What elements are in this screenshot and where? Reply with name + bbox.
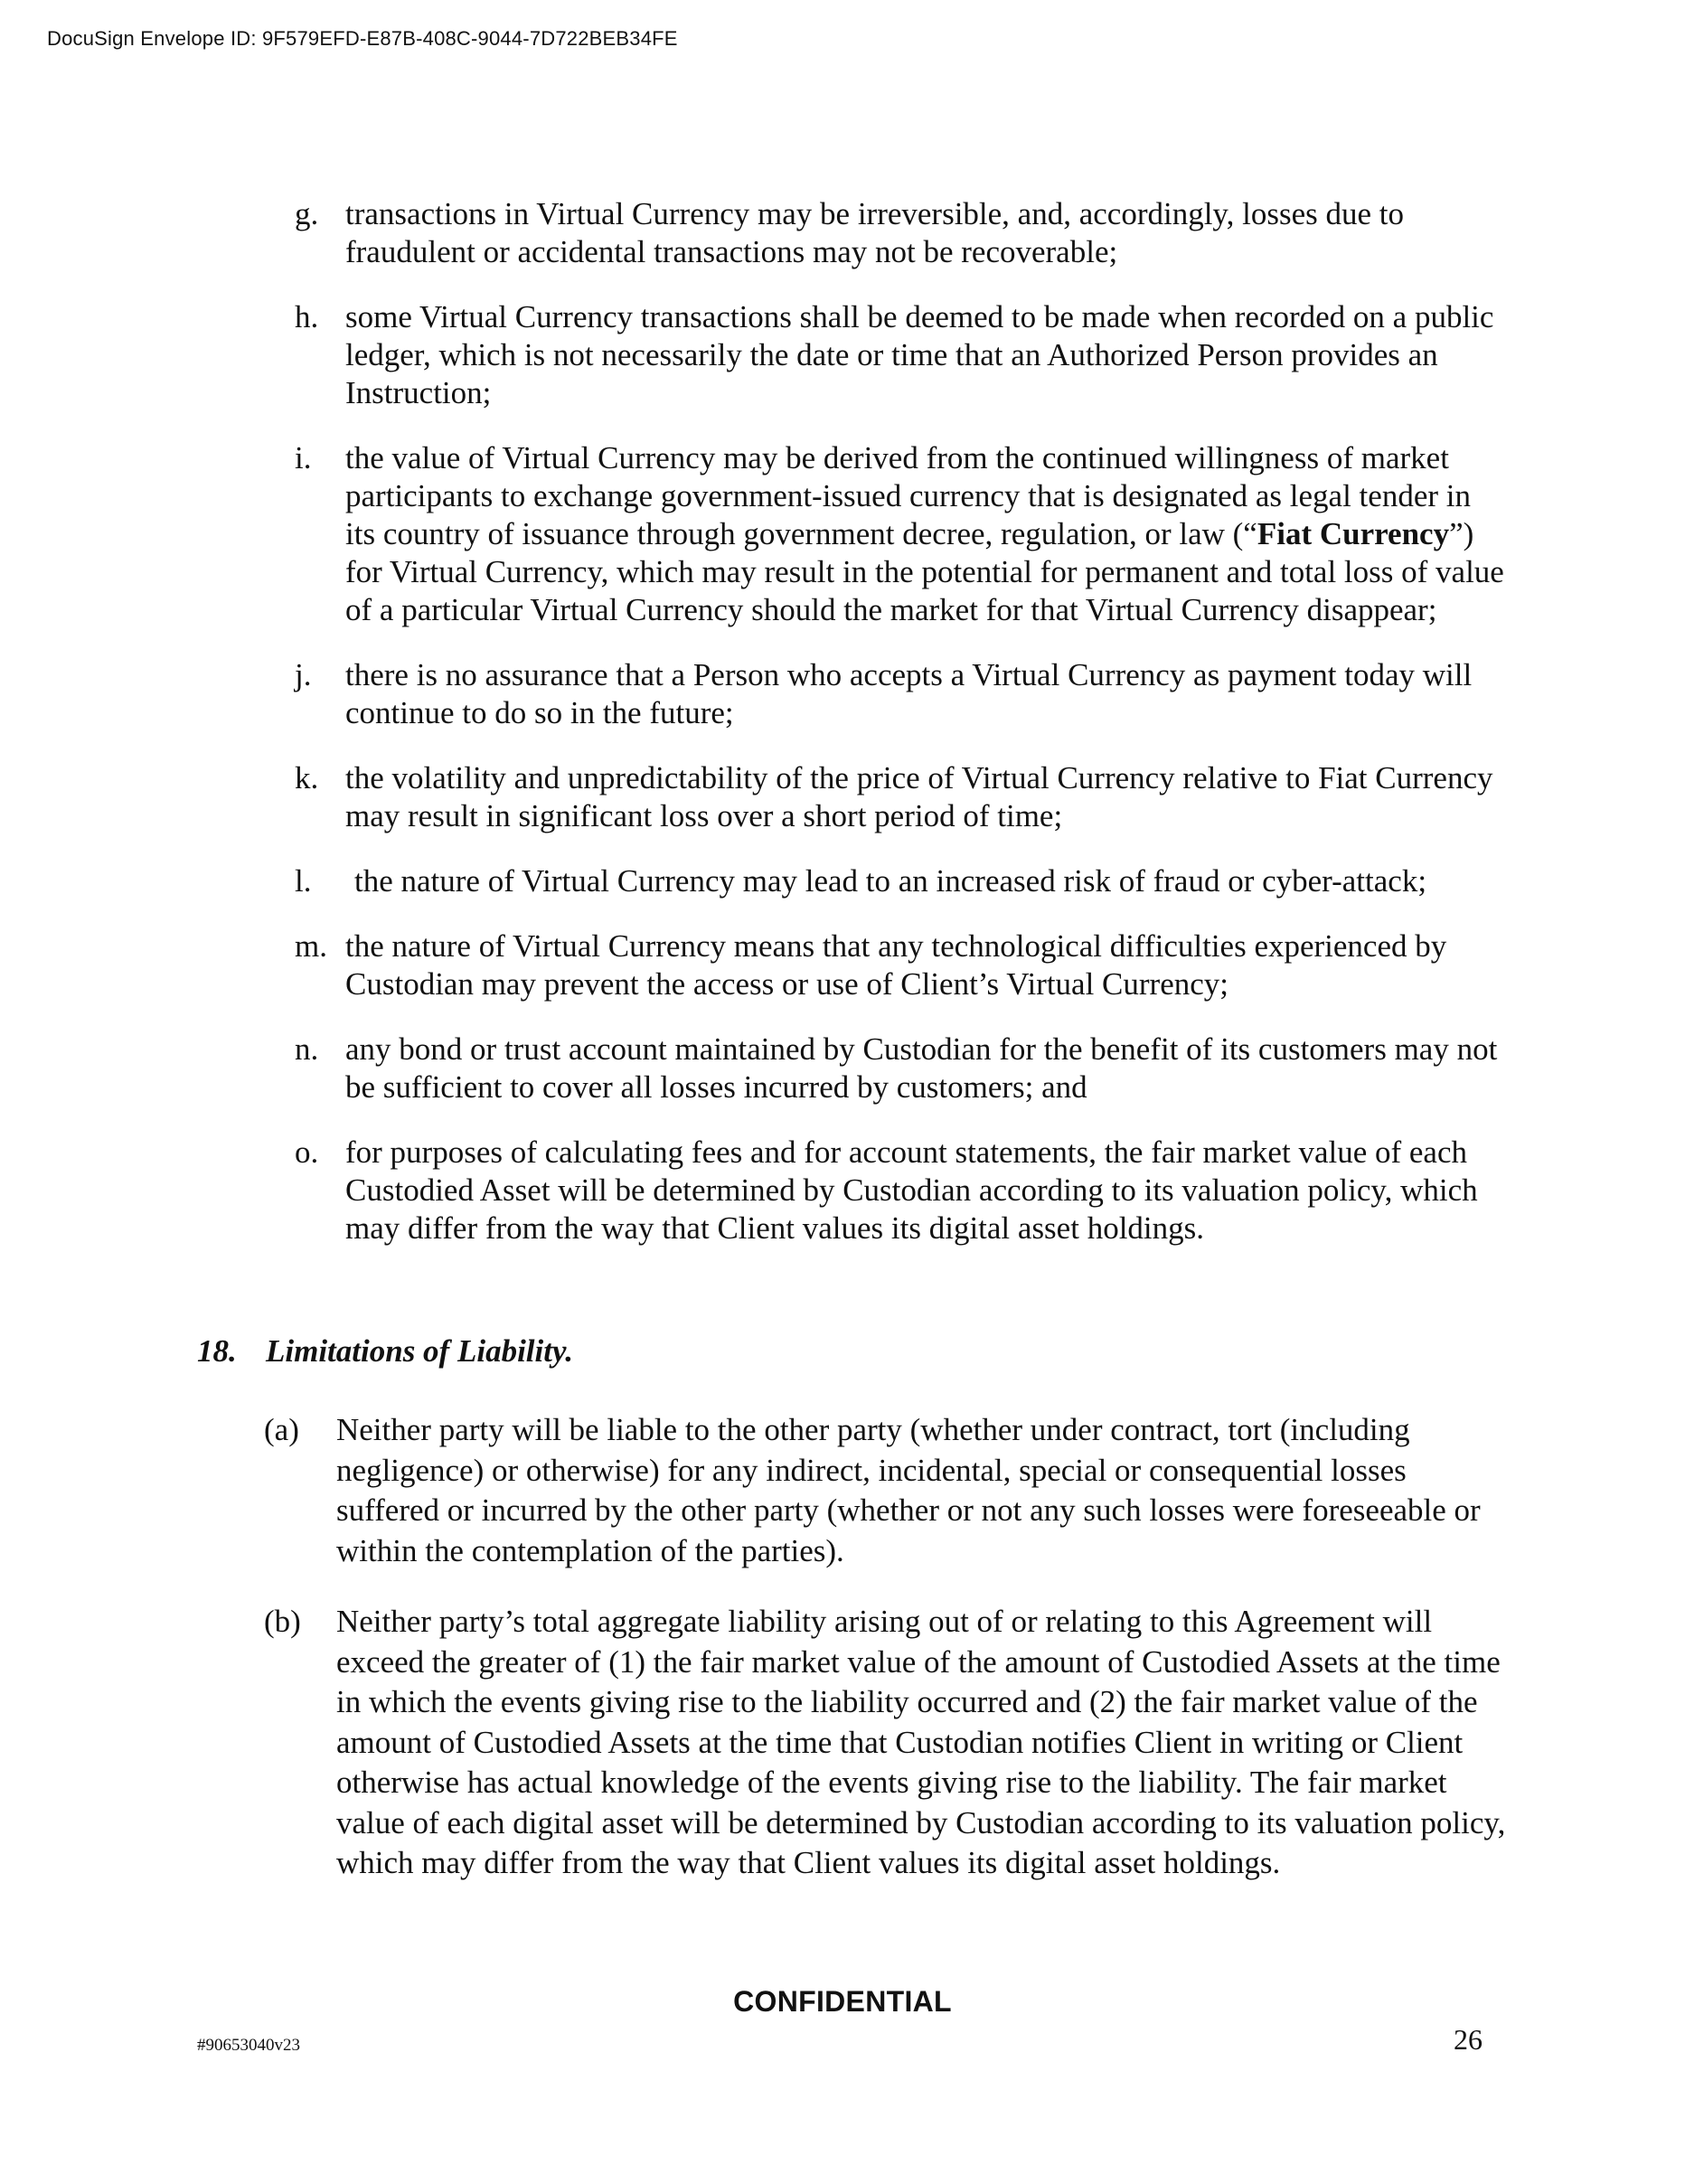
list-item: [295, 298, 1506, 412]
list-marker: j.: [295, 657, 312, 692]
list-item: [295, 656, 1506, 732]
confidential-label: CONFIDENTIAL: [733, 1985, 952, 2018]
list-marker: i.: [295, 440, 312, 475]
list-marker: (b): [264, 1604, 301, 1639]
list-item: [295, 439, 1506, 629]
text-after-term: ”) for Virtual Currency, which may result in the potential for permanent and total loss of value of a particular Virtual Currency should the market for that Virtual Currency disappear;: [345, 516, 1504, 627]
defined-term-fiat-currency: Fiat Currency: [1257, 516, 1450, 551]
list-item: [295, 195, 1506, 271]
page-number: 26: [1454, 2023, 1483, 2056]
section-number: 18.: [197, 1333, 237, 1369]
list-item: [295, 927, 1506, 1003]
list-marker: (a): [264, 1412, 299, 1447]
list-item-text: [345, 439, 1506, 629]
list-item: [295, 1134, 1506, 1247]
list-item: [295, 1031, 1506, 1106]
list-item: [264, 1602, 1516, 1884]
list-item-text: transactions in Virtual Currency may be irreversible, and, accordingly, losses due to fraudulent or accidental transactions may not be recoverable;: [345, 196, 1405, 269]
list-item-text: the volatility and unpredictability of the price of Virtual Currency relative to Fiat Currency may result in significant loss over a short period of time;: [345, 760, 1493, 833]
list-item-text: the nature of Virtual Currency means that any technological difficulties experienced by Custodian may prevent the access or use of Client’s Virtual Currency;: [345, 928, 1447, 1002]
list-marker: n.: [295, 1031, 319, 1067]
list-item: [264, 1410, 1516, 1571]
list-marker: g.: [295, 196, 319, 231]
text-before-term: the value of Virtual Currency may be derived from the continued willingness of market participants to exchange government-issued currency that is designated as legal tender in its country of issuance through government decree, regulation, or law (“: [345, 440, 1471, 551]
list-marker: h.: [295, 299, 319, 334]
section-title: Limitations of Liability.: [266, 1333, 573, 1369]
list-item-text: for purposes of calculating fees and for account statements, the fair market value of each Custodied Asset will be determined by Custodian according to its valuation policy, which may differ from the way that Client values its digital asset holdings.: [345, 1134, 1478, 1246]
risk-disclosure-list: [295, 195, 1506, 1275]
section-heading: [197, 1332, 573, 1370]
list-item-text: there is no assurance that a Person who accepts a Virtual Currency as payment today will continue to do so in the future;: [345, 657, 1473, 730]
list-marker: l.: [295, 863, 312, 899]
list-item-text: some Virtual Currency transactions shall be deemed to be made when recorded on a public ledger, which is not necessarily the date or time that an Authorized Person provides an Instruction;: [345, 299, 1494, 410]
document-number: #90653040v23: [197, 2036, 300, 2055]
list-marker: m.: [295, 928, 327, 964]
list-item: [295, 862, 1506, 900]
list-item-text: Neither party will be liable to the other party (whether under contract, tort (including negligence) or otherwise) for any indirect, incidental, special or consequential losses suffered or incurred by the other party (whether or not any such losses were foreseeable or within the contemplation of the parties).: [336, 1412, 1481, 1568]
docusign-envelope-id: DocuSign Envelope ID: 9F579EFD-E87B-408C-9044-7D722BEB34FE: [47, 27, 678, 50]
list-marker: o.: [295, 1134, 319, 1170]
list-marker: k.: [295, 760, 319, 795]
list-item-text: any bond or trust account maintained by Custodian for the benefit of its customers may not be sufficient to cover all losses incurred by customers; and: [345, 1031, 1498, 1105]
liability-clause-list: [264, 1410, 1516, 1915]
list-item-text: the nature of Virtual Currency may lead to an increased risk of fraud or cyber-attack;: [354, 863, 1427, 899]
list-item-text: Neither party’s total aggregate liability arising out of or relating to this Agreement will exceed the greater of (1) the fair market value of the amount of Custodied Assets at the time in which the events giving rise to the liability occurred and (2) the fair market value of the amount of Custodied Assets at the time that Custodian notifies Client in writing or Client otherwise has actual knowledge of the events giving rise to the liability. The fair market value of each digital asset will be determined by Custodian according to its valuation policy, which may differ from the way that Client values its digital asset holdings.: [336, 1604, 1506, 1880]
list-item: [295, 759, 1506, 835]
